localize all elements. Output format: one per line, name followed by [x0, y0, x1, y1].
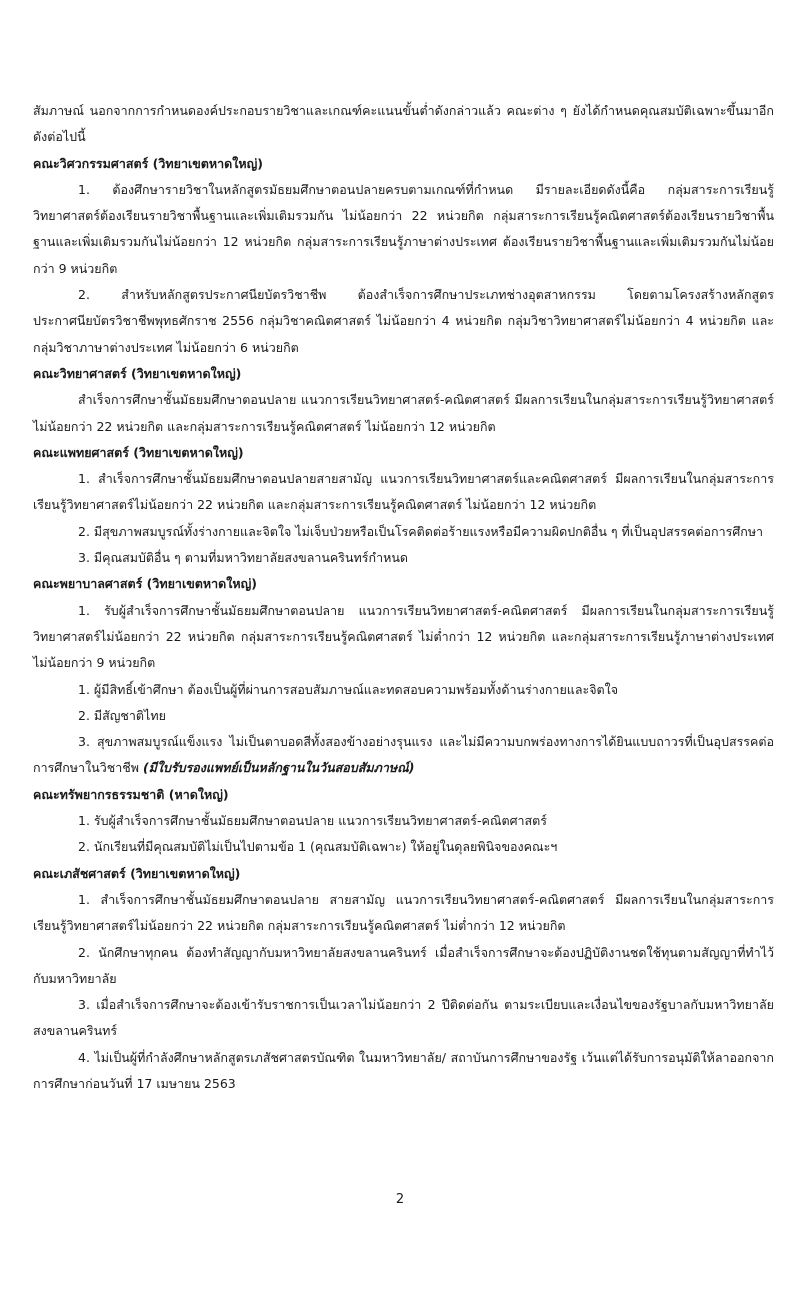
requirement-text: 3. สุขภาพสมบูรณ์แข็งแรง ไม่เป็นตาบอดสีทั้งสองข้างอย่างรุนแรง และไม่มีความบกพร่องทางการได้ยินแบบถาวรที่เป็นอุปสรรคต่อการศึกษาในวิชาชีพ [33, 734, 774, 776]
section-pharmacy [33, 861, 774, 1098]
intro-paragraph: สัมภาษณ์ นอกจากการกำหนดองค์ประกอบรายวิชาและเกณฑ์คะแนนขั้นต่ำดังกล่าวแล้ว คณะต่าง ๆ ยังได้กำหนดคุณสมบัติเฉพาะขึ้นมาอีกดังต่อไปนี้ [33, 103, 774, 145]
page-number: 2 [395, 1192, 405, 1207]
requirement-item: 1. ผู้มีสิทธิ์เข้าศึกษา ต้องเป็นผู้ที่ผ่านการสอบสัมภาษณ์และทดสอบความพร้อมทั้งด้านร่างกายและจิตใจ [78, 681, 619, 697]
section-heading: คณะวิทยาศาสตร์ (วิทยาเขตหาดใหญ่) [33, 365, 242, 381]
requirement-item: 1. รับผู้สำเร็จการศึกษาชั้นมัธยมศึกษาตอนปลาย แนวการเรียนวิทยาศาสตร์-คณิตศาสตร์ มีผลการเรียนในกลุ่มสาระการเรียนรู้วิทยาศาสตร์ไม่น้อยกว่า 22 หน่วยกิต กลุ่มสาระการเรียนรู้คณิตศาสตร์ ไม่ต่ำกว่า 12 หน่วยกิต และกลุ่มสาระการเรียนรู้ภาษาต่างประเทศ ไม่น้อยกว่า 9 หน่วยกิต [33, 602, 774, 671]
section-heading: คณะทรัพยากรธรรมชาติ (หาดใหญ่) [33, 786, 229, 802]
requirement-item: 1. สำเร็จการศึกษาชั้นมัธยมศึกษาตอนปลาย สายสามัญ แนวการเรียนวิทยาศาสตร์-คณิตศาสตร์ มีผลการเรียนในกลุ่มสาระการเรียนรู้วิทยาศาสตร์ไม่น้อยกว่า 22 หน่วยกิต กลุ่มสาระการเรียนรู้คณิตศาสตร์ ไม่ต่ำกว่า 12 หน่วยกิต [33, 891, 774, 934]
requirement-item: 2. นักเรียนที่มีคุณสมบัติไม่เป็นไปตามข้อ 1 (คุณสมบัติเฉพาะ) ให้อยู่ในดุลยพินิจของคณะฯ [78, 839, 558, 855]
section-science [33, 361, 774, 440]
requirement-item: 2. นักศึกษาทุกคน ต้องทำสัญญากับมหาวิทยาลัยสงขลานครินทร์ เมื่อสำเร็จการศึกษาจะต้องปฏิบัติงานชดใช้ทุนตามสัญญาที่ทำไว้กับมหาวิทยาลัย [33, 944, 774, 986]
section-natural-resources [33, 782, 774, 861]
section-medicine [33, 440, 774, 571]
requirement-item: 4. ไม่เป็นผู้ที่กำลังศึกษาหลักสูตรเภสัชศาสตรบัณฑิต ในมหาวิทยาลัย/ สถาบันการศึกษาของรัฐ เว้นแต่ได้รับการอนุมัติให้ลาออกจากการศึกษาก่อนวันที่ 17 เมษายน 2563 [33, 1049, 774, 1091]
section-nursing [33, 571, 774, 781]
requirement-item: 1. รับผู้สำเร็จการศึกษาชั้นมัธยมศึกษาตอนปลาย แนวการเรียนวิทยาศาสตร์-คณิตศาสตร์ [78, 813, 547, 829]
section-heading: คณะแพทยศาสตร์ (วิทยาเขตหาดใหญ่) [33, 444, 244, 460]
requirement-item: 3. มีคุณสมบัติอื่น ๆ ตามที่มหาวิทยาลัยสงขลานครินทร์กำหนด [78, 550, 408, 566]
section-heading: คณะเภสัชศาสตร์ (วิทยาเขตหาดใหญ่) [33, 865, 241, 881]
requirement-item: สำเร็จการศึกษาชั้นมัธยมศึกษาตอนปลาย แนวการเรียนวิทยาศาสตร์-คณิตศาสตร์ มีผลการเรียนในกลุ่มสาระการเรียนรู้วิทยาศาสตร์ไม่น้อยกว่า 22 หน่วยกิต และกลุ่มสาระการเรียนรู้คณิตศาสตร์ ไม่น้อยกว่า 12 หน่วยกิต [33, 392, 774, 434]
requirement-emphasis: (มีใบรับรองแพทย์เป็นหลักฐานในวันสอบสัมภาษณ์) [142, 760, 415, 776]
requirement-item: 2. สำหรับหลักสูตรประกาศนียบัตรวิชาชีพ ต้องสำเร็จการศึกษาประเภทช่างอุตสาหกรรม โดยตามโครงสร้างหลักสูตรประกาศนียบัตรวิชาชีพพุทธศักราช 2556 กลุ่มวิชาคณิตศาสตร์ ไม่น้อยกว่า 4 หน่วยกิต กลุ่มวิชาวิทยาศาสตร์ไม่น้อยกว่า 4 หน่วยกิต และกลุ่มวิชาภาษาต่างประเทศ ไม่น้อยกว่า 6 หน่วยกิต [33, 287, 774, 355]
requirement-item [33, 729, 774, 782]
section-heading: คณะพยาบาลศาสตร์ (วิทยาเขตหาดใหญ่) [33, 576, 257, 592]
requirement-item: 1. ต้องศึกษารายวิชาในหลักสูตรมัธยมศึกษาตอนปลายครบตามเกณฑ์ที่กำหนด มีรายละเอียดดังนี้คือ กลุ่มสาระการเรียนรู้วิทยาศาสตร์ต้องเรียนรายวิชาพื้นฐานและเพิ่มเติมรวมกัน ไม่น้อยกว่า 22 หน่วยกิต กลุ่มสาระการเรียนรู้คณิตศาสตร์ต้องเรียนรายวิชาพื้นฐานและเพิ่มเติมรวมกันไม่น้อยกว่า 12 หน่วยกิต กลุ่มสาระการเรียนรู้ภาษาต่างประเทศ ต้องเรียนรายวิชาพื้นฐานและเพิ่มเติมรวมกันไม่น้อยกว่า 9 หน่วยกิต [33, 181, 774, 276]
section-engineering [33, 151, 774, 361]
requirement-item: 1. สำเร็จการศึกษาชั้นมัธยมศึกษาตอนปลายสายสามัญ แนวการเรียนวิทยาศาสตร์และคณิตศาสตร์ มีผลการเรียนในกลุ่มสาระการเรียนรู้วิทยาศาสตร์ไม่น้อยกว่า 22 หน่วยกิต และกลุ่มสาระการเรียนรู้คณิตศาสตร์ ไม่น้อยกว่า 12 หน่วยกิต [33, 471, 774, 513]
requirement-item: 2. มีสุขภาพสมบูรณ์ทั้งร่างกายและจิตใจ ไม่เจ็บป่วยหรือเป็นโรคติดต่อร้ายแรงหรือมีความผิดปกติอื่น ๆ ที่เป็นอุปสรรคต่อการศึกษา [78, 523, 764, 539]
requirement-item: 3. เมื่อสำเร็จการศึกษาจะต้องเข้ารับราชการเป็นเวลาไม่น้อยกว่า 2 ปีติดต่อกัน ตามระเบียบและเงื่อนไขของรัฐบาลกับมหาวิทยาลัยสงขลานครินทร์ [33, 997, 774, 1039]
section-heading: คณะวิศวกรรมศาสตร์ (วิทยาเขตหาดใหญ่) [33, 155, 263, 171]
requirement-item: 2. มีสัญชาติไทย [78, 707, 166, 723]
